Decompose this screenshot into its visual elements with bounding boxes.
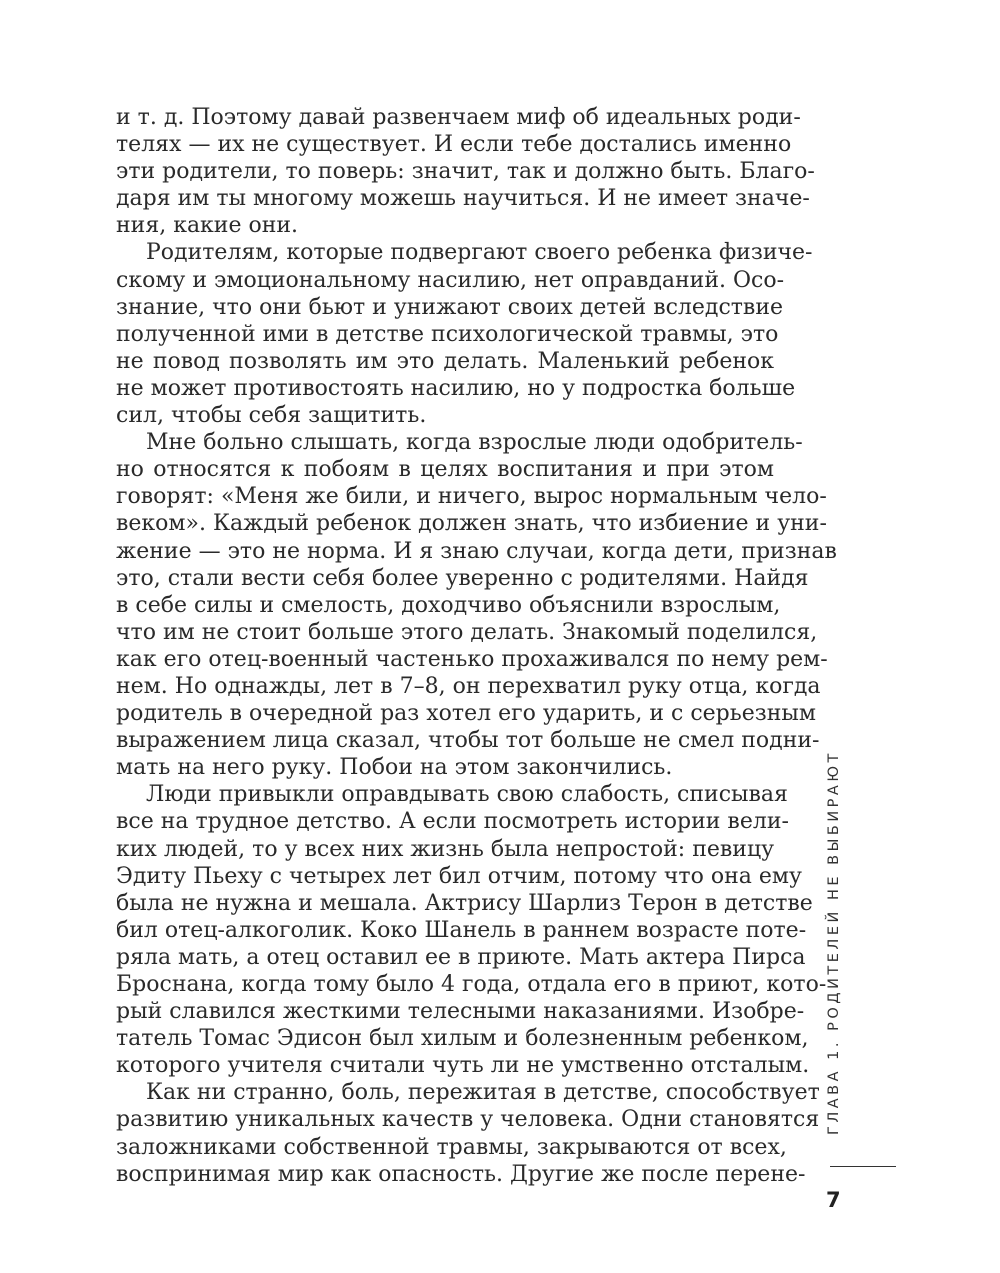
text-line: веком». Каждый ребенок должен знать, что избиение и уни- [116,511,827,537]
text-line: и т. д. Поэтому давай развенчаем миф об идеальных роди- [116,105,801,130]
text-line: Люди привыкли оправдывать свою слабость, списывая [146,782,788,808]
text-line: выражением лица сказал, чтобы тот больше не смел подни- [116,728,820,754]
text-line: воспринимая мир как опасность. Другие же после перене- [116,1161,806,1187]
text-line: родитель в очередной раз хотел его ударить, и с серьезным [116,701,817,727]
running-head-rule [830,1166,896,1167]
text-line: полученной ими в детстве психологической травмы, это [116,321,779,347]
text-line: заложниками собственной травмы, закрываются от всех, [116,1134,787,1160]
text-line: развитию уникальных качеств у человека. Одни становятся [116,1107,820,1133]
text-line: в себе силы и смелость, доходчиво объяснили взрослым, [116,592,781,618]
text-line: рый славился жесткими телесными наказаниями. Изобре- [116,999,805,1025]
text-line: эти родители, то поверь: значит, так и должно быть. Благо- [116,159,815,185]
text-line: не может противостоять насилию, но у подростка больше [116,375,796,401]
text-line: Броснана, когда тому было 4 года, отдала его в приют, кото- [116,972,827,997]
running-head: ГЛАВА 1. РОДИТЕЛЕЙ НЕ ВЫБИРАЮТ [826,750,842,1135]
text-line: что им не стоит больше этого делать. Знакомый поделился, [116,619,818,645]
text-line: скому и эмоциональному насилию, нет оправданий. Осо- [116,267,785,293]
text-line: все на трудное детство. А если посмотреть истории вели- [116,809,789,835]
text-line: телях — их не существует. И если тебе достались именно [116,132,792,158]
text-line: Мне больно слышать, когда взрослые люди одобритель- [146,430,803,456]
text-line: говорят: «Меня же били, и ничего, вырос нормальным чело- [116,484,827,510]
text-line: Родителям, которые подвергают своего ребенка физиче- [146,240,813,266]
page-number: 7 [826,1188,841,1212]
text-line: татель Томас Эдисон был хилым и болезненным ребенком, [116,1026,809,1052]
text-line: знание, что они бьют и унижают своих детей вследствие [116,294,784,320]
text-line: нем. Но однажды, лет в 7–8, он перехватил руку отца, когда [116,673,821,699]
text-line: но относятся к побоям в целях воспитания и при этом [116,457,774,483]
text-line: была не нужна и мешала. Актрису Шарлиз Терон в детстве [116,890,813,916]
text-line: Эдиту Пьеху с четырех лет бил отчим, потому что она ему [116,863,802,889]
text-line: это, стали вести себя более уверенно с родителями. Найдя [116,565,809,591]
text-line: которого учителя считали чуть ли не умственно отсталым. [116,1053,810,1079]
text-line: сил, чтобы себя защитить. [116,403,427,429]
text-line: даря им ты многому можешь научиться. И не имеет значе- [116,186,810,212]
text-line: ких людей, то у всех них жизнь была непростой: певицу [116,836,775,862]
text-line: ния, какие они. [116,213,299,239]
text-line: жение — это не норма. И я знаю случаи, когда дети, признав [116,538,837,564]
text-line: не повод позволять им это делать. Маленький ребенок [116,348,774,374]
text-line: Как ни странно, боль, пережитая в детстве, способствует [146,1080,820,1106]
text-line: мать на него руку. Побои на этом закончились. [116,755,673,781]
text-line: как его отец-военный частенько прохаживался по нему рем- [116,646,828,672]
text-line: ряла мать, а отец оставил ее в приюте. Мать актера Пирса [116,944,806,970]
text-line: бил отец-алкоголик. Коко Шанель в раннем возрасте поте- [116,917,807,943]
